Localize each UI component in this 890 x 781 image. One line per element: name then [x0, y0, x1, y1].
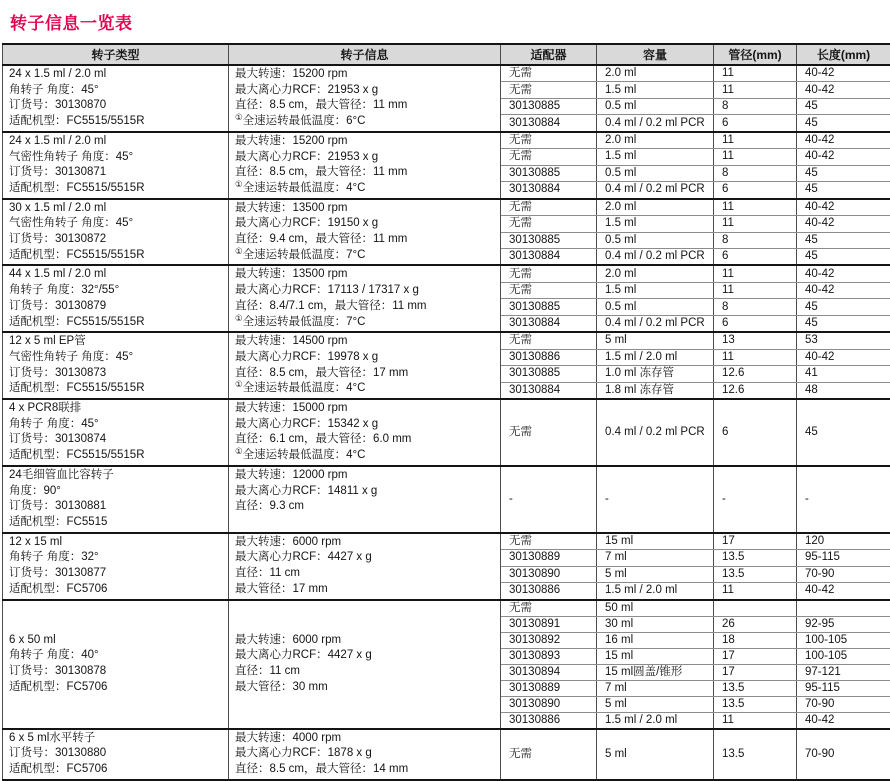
text-line: 24 x 1.5 ml / 2.0 ml	[9, 67, 222, 83]
text-line: 直径：8.5 cm，最大管径：11 mm	[235, 98, 494, 114]
capacity-cell: 1.8 ml 冻存管	[597, 382, 714, 399]
capacity-cell: 0.4 ml / 0.2 ml PCR	[597, 182, 714, 199]
adapter-cell: -	[501, 466, 597, 533]
adapter-cell: 30130889	[501, 680, 597, 696]
adapter-cell: 30130893	[501, 648, 597, 664]
diameter-cell: 12.6	[714, 382, 797, 399]
length-cell: 97-121	[797, 664, 890, 680]
capacity-cell: 2.0 ml	[597, 65, 714, 82]
length-cell: 40-42	[797, 265, 890, 282]
text-line: 最大转速：6000 rpm	[235, 633, 494, 649]
header-row	[3, 44, 890, 65]
text-line: 6 x 5 ml水平转子	[9, 731, 222, 747]
text-line: 气密性角转子 角度：45°	[9, 350, 222, 366]
diameter-cell: 12.6	[714, 366, 797, 382]
length-cell: 40-42	[797, 282, 890, 298]
text-line: 适配机型：FC5515	[9, 515, 222, 531]
adapter-cell: 无需	[501, 533, 597, 550]
capacity-cell: 15 ml	[597, 533, 714, 550]
length-cell: 40-42	[797, 216, 890, 232]
text-line: 适配机型：FC5515/5515R	[9, 381, 222, 397]
length-cell: 45	[797, 115, 890, 132]
rotor-type-cell	[3, 199, 229, 266]
capacity-cell: 5 ml	[597, 566, 714, 582]
text-line: 直径：11 cm	[235, 566, 494, 582]
rotor-type-cell	[3, 600, 229, 729]
length-cell: 45	[797, 248, 890, 265]
adapter-cell: 30130885	[501, 98, 597, 114]
col-header-rotor-type: 转子类型	[3, 44, 229, 65]
capacity-cell: 30 ml	[597, 616, 714, 632]
rotor-type-cell	[3, 132, 229, 199]
capacity-cell: 0.4 ml / 0.2 ml PCR	[597, 315, 714, 332]
text-line: 订货号：30130881	[9, 499, 222, 515]
text-line: 最大离心力RCF：19978 x g	[235, 350, 494, 366]
adapter-cell: 30130885	[501, 165, 597, 181]
capacity-cell: 0.4 ml / 0.2 ml PCR	[597, 399, 714, 466]
text-line: 订货号：30130872	[9, 232, 222, 248]
adapter-cell: 30130886	[501, 349, 597, 365]
text-line: 30 x 1.5 ml / 2.0 ml	[9, 201, 222, 217]
text-line: 最大转速：6000 rpm	[235, 535, 494, 551]
text-line: 24毛细管血比容转子	[9, 468, 222, 484]
text-line: ①全速运转最低温度：7°C	[235, 248, 494, 264]
table-row	[3, 199, 890, 216]
diameter-cell: 11	[714, 216, 797, 232]
diameter-cell: 13.5	[714, 696, 797, 712]
adapter-cell: 无需	[501, 82, 597, 98]
text-line: 角转子 角度：45°	[9, 83, 222, 99]
text-line: 最大离心力RCF：21953 x g	[235, 83, 494, 99]
length-cell: 95-115	[797, 680, 890, 696]
table-row	[3, 65, 890, 82]
table-row	[3, 466, 890, 533]
capacity-cell: 5 ml	[597, 729, 714, 780]
text-line: 订货号：30130880	[9, 746, 222, 762]
text-line: 气密性角转子 角度：45°	[9, 216, 222, 232]
text-line: 适配机型：FC5515/5515R	[9, 181, 222, 197]
diameter-cell: 11	[714, 149, 797, 165]
length-cell: 40-42	[797, 149, 890, 165]
adapter-cell: 无需	[501, 332, 597, 349]
diameter-cell: 13.5	[714, 729, 797, 780]
footnote-marker: ①	[235, 313, 243, 323]
capacity-cell: -	[597, 466, 714, 533]
text-line: 4 x PCR8联排	[9, 401, 222, 417]
capacity-cell: 0.4 ml / 0.2 ml PCR	[597, 115, 714, 132]
text-line: 角度：90°	[9, 484, 222, 500]
diameter-cell: 11	[714, 265, 797, 282]
length-cell: 53	[797, 332, 890, 349]
text-line: 角转子 角度：45°	[9, 417, 222, 433]
text-line: 最大离心力RCF：4427 x g	[235, 550, 494, 566]
adapter-cell: 30130889	[501, 550, 597, 566]
text-line: 气密性角转子 角度：45°	[9, 150, 222, 166]
text-line: 最大管径：30 mm	[235, 680, 494, 696]
text-line: ①全速运转最低温度：7°C	[235, 315, 494, 331]
text-line: 直径：8.4/7.1 cm，最大管径：11 mm	[235, 299, 494, 315]
adapter-cell: 无需	[501, 149, 597, 165]
length-cell: 45	[797, 98, 890, 114]
table-body	[3, 65, 890, 780]
table-row	[3, 265, 890, 282]
diameter-cell: -	[714, 466, 797, 533]
capacity-cell: 0.5 ml	[597, 299, 714, 315]
length-cell: 100-105	[797, 632, 890, 648]
diameter-cell: 11	[714, 349, 797, 365]
length-cell: 40-42	[797, 583, 890, 600]
footnote-marker: ①	[235, 179, 243, 189]
text-line: ①全速运转最低温度：6°C	[235, 114, 494, 130]
diameter-cell: 8	[714, 232, 797, 248]
capacity-cell: 0.5 ml	[597, 98, 714, 114]
col-header-length: 长度(mm)	[797, 44, 890, 65]
text-line: 最大转速：4000 rpm	[235, 731, 494, 747]
length-cell: 45	[797, 299, 890, 315]
text-line: 直径：9.3 cm	[235, 499, 494, 515]
diameter-cell: 17	[714, 533, 797, 550]
footnote-marker: ①	[235, 379, 243, 389]
diameter-cell	[714, 600, 797, 617]
capacity-cell: 15 ml	[597, 648, 714, 664]
rotor-info-cell	[229, 265, 501, 332]
footnote-marker: ①	[235, 246, 243, 256]
diameter-cell: 8	[714, 299, 797, 315]
adapter-cell: 无需	[501, 65, 597, 82]
adapter-cell: 无需	[501, 216, 597, 232]
adapter-cell: 30130884	[501, 182, 597, 199]
col-header-rotor-info: 转子信息	[229, 44, 501, 65]
diameter-cell: 11	[714, 82, 797, 98]
text-line: 适配机型：FC5515/5515R	[9, 114, 222, 130]
capacity-cell: 1.5 ml / 2.0 ml	[597, 583, 714, 600]
table-row	[3, 600, 890, 617]
text-line: 最大离心力RCF：14811 x g	[235, 484, 494, 500]
text-line: ①全速运转最低温度：4°C	[235, 381, 494, 397]
diameter-cell: 6	[714, 315, 797, 332]
text-line: 适配机型：FC5515/5515R	[9, 448, 222, 464]
rotor-info-cell	[229, 399, 501, 466]
diameter-cell: 18	[714, 632, 797, 648]
capacity-cell: 1.5 ml / 2.0 ml	[597, 349, 714, 365]
capacity-cell: 5 ml	[597, 696, 714, 712]
table-row	[3, 399, 890, 466]
text-line: 12 x 15 ml	[9, 535, 222, 551]
capacity-cell: 1.5 ml	[597, 149, 714, 165]
text-line: 最大转速：14500 rpm	[235, 334, 494, 350]
length-cell: 70-90	[797, 566, 890, 582]
text-line	[235, 515, 494, 531]
text-line: 角转子 角度：40°	[9, 648, 222, 664]
page-title: 转子信息一览表	[10, 9, 890, 34]
rotor-type-cell	[3, 65, 229, 132]
adapter-cell: 无需	[501, 600, 597, 617]
diameter-cell: 11	[714, 199, 797, 216]
diameter-cell: 13	[714, 332, 797, 349]
text-line: 最大转速：13500 rpm	[235, 201, 494, 217]
text-line: 适配机型：FC5706	[9, 582, 222, 598]
text-line: 最大转速：13500 rpm	[235, 267, 494, 283]
capacity-cell: 5 ml	[597, 332, 714, 349]
text-line: 44 x 1.5 ml / 2.0 ml	[9, 267, 222, 283]
length-cell: 45	[797, 399, 890, 466]
text-line: 直径：11 cm	[235, 664, 494, 680]
capacity-cell: 2.0 ml	[597, 199, 714, 216]
diameter-cell: 13.5	[714, 566, 797, 582]
adapter-cell: 无需	[501, 399, 597, 466]
capacity-cell: 1.5 ml / 2.0 ml	[597, 712, 714, 729]
text-line: ①全速运转最低温度：4°C	[235, 181, 494, 197]
text-line: 适配机型：FC5706	[9, 680, 222, 696]
length-cell: 45	[797, 182, 890, 199]
adapter-cell: 30130890	[501, 696, 597, 712]
table-row	[3, 533, 890, 550]
text-line: 最大转速：15200 rpm	[235, 134, 494, 150]
rotor-type-cell	[3, 533, 229, 600]
table-row	[3, 132, 890, 149]
length-cell: 48	[797, 382, 890, 399]
capacity-cell: 50 ml	[597, 600, 714, 617]
length-cell: -	[797, 466, 890, 533]
capacity-cell: 0.5 ml	[597, 232, 714, 248]
rotor-type-cell	[3, 729, 229, 780]
capacity-cell: 7 ml	[597, 550, 714, 566]
text-line: 订货号：30130878	[9, 664, 222, 680]
text-line: 适配机型：FC5706	[9, 762, 222, 778]
rotor-type-cell	[3, 332, 229, 399]
text-line: 订货号：30130873	[9, 366, 222, 382]
diameter-cell: 13.5	[714, 550, 797, 566]
diameter-cell: 11	[714, 65, 797, 82]
diameter-cell: 8	[714, 165, 797, 181]
adapter-cell: 无需	[501, 199, 597, 216]
adapter-cell: 30130884	[501, 115, 597, 132]
diameter-cell: 11	[714, 583, 797, 600]
text-line: 直径：8.5 cm，最大管径：11 mm	[235, 165, 494, 181]
col-header-capacity: 容量	[597, 44, 714, 65]
capacity-cell: 1.5 ml	[597, 82, 714, 98]
diameter-cell: 11	[714, 282, 797, 298]
text-line: 直径：9.4 cm，最大管径：11 mm	[235, 232, 494, 248]
rotor-info-table	[2, 43, 890, 781]
capacity-cell: 1.0 ml 冻存管	[597, 366, 714, 382]
rotor-info-cell	[229, 729, 501, 780]
adapter-cell: 30130891	[501, 616, 597, 632]
text-line: 最大转速：15000 rpm	[235, 401, 494, 417]
capacity-cell: 15 ml圆盖/锥形	[597, 664, 714, 680]
capacity-cell: 16 ml	[597, 632, 714, 648]
length-cell: 40-42	[797, 349, 890, 365]
text-line: 最大离心力RCF：21953 x g	[235, 150, 494, 166]
adapter-cell: 无需	[501, 132, 597, 149]
capacity-cell: 7 ml	[597, 680, 714, 696]
diameter-cell: 11	[714, 132, 797, 149]
text-line: 适配机型：FC5515/5515R	[9, 315, 222, 331]
adapter-cell: 30130884	[501, 248, 597, 265]
text-line: 12 x 5 ml EP管	[9, 334, 222, 350]
rotor-info-cell	[229, 533, 501, 600]
rotor-info-cell	[229, 65, 501, 132]
text-line: 最大离心力RCF：1878 x g	[235, 746, 494, 762]
text-line: 最大离心力RCF：17113 / 17317 x g	[235, 283, 494, 299]
diameter-cell: 17	[714, 648, 797, 664]
col-header-diameter: 管径(mm)	[714, 44, 797, 65]
length-cell: 70-90	[797, 729, 890, 780]
table-header	[3, 44, 890, 65]
length-cell: 120	[797, 533, 890, 550]
rotor-type-cell	[3, 265, 229, 332]
text-line: ①全速运转最低温度：4°C	[235, 448, 494, 464]
adapter-cell: 30130892	[501, 632, 597, 648]
text-line: 直径：8.5 cm，最大管径：14 mm	[235, 762, 494, 778]
text-line: 最大离心力RCF：4427 x g	[235, 648, 494, 664]
rotor-info-cell	[229, 466, 501, 533]
capacity-cell: 0.4 ml / 0.2 ml PCR	[597, 248, 714, 265]
length-cell: 45	[797, 165, 890, 181]
text-line: 订货号：30130879	[9, 299, 222, 315]
capacity-cell: 2.0 ml	[597, 265, 714, 282]
text-line: 适配机型：FC5515/5515R	[9, 248, 222, 264]
rotor-info-cell	[229, 600, 501, 729]
adapter-cell: 30130886	[501, 583, 597, 600]
text-line: 订货号：30130877	[9, 566, 222, 582]
length-cell: 92-95	[797, 616, 890, 632]
table-row	[3, 332, 890, 349]
adapter-cell: 30130885	[501, 366, 597, 382]
diameter-cell: 17	[714, 664, 797, 680]
rotor-info-cell	[229, 132, 501, 199]
rotor-type-cell	[3, 466, 229, 533]
length-cell: 45	[797, 232, 890, 248]
length-cell: 40-42	[797, 132, 890, 149]
text-line: 最大离心力RCF：15342 x g	[235, 417, 494, 433]
adapter-cell: 30130890	[501, 566, 597, 582]
col-header-adapter: 适配器	[501, 44, 597, 65]
length-cell: 95-115	[797, 550, 890, 566]
adapter-cell: 30130894	[501, 664, 597, 680]
text-line: 订货号：30130874	[9, 432, 222, 448]
rotor-info-cell	[229, 332, 501, 399]
length-cell: 45	[797, 315, 890, 332]
length-cell	[797, 600, 890, 617]
length-cell: 40-42	[797, 199, 890, 216]
length-cell: 40-42	[797, 712, 890, 729]
footnote-marker: ①	[235, 112, 243, 122]
adapter-cell: 30130884	[501, 315, 597, 332]
length-cell: 41	[797, 366, 890, 382]
table-row	[3, 729, 890, 780]
capacity-cell: 2.0 ml	[597, 132, 714, 149]
diameter-cell: 6	[714, 115, 797, 132]
capacity-cell: 0.5 ml	[597, 165, 714, 181]
text-line: 最大管径：17 mm	[235, 582, 494, 598]
adapter-cell: 30130886	[501, 712, 597, 729]
text-line: 最大转速：15200 rpm	[235, 67, 494, 83]
adapter-cell: 30130884	[501, 382, 597, 399]
adapter-cell: 30130885	[501, 299, 597, 315]
footnote-marker: ①	[235, 446, 243, 456]
text-line: 最大转速：12000 rpm	[235, 468, 494, 484]
diameter-cell: 11	[714, 712, 797, 729]
length-cell: 40-42	[797, 82, 890, 98]
text-line: 24 x 1.5 ml / 2.0 ml	[9, 134, 222, 150]
text-line: 订货号：30130871	[9, 165, 222, 181]
text-line: 直径：8.5 cm，最大管径：17 mm	[235, 366, 494, 382]
diameter-cell: 6	[714, 182, 797, 199]
capacity-cell: 1.5 ml	[597, 216, 714, 232]
adapter-cell: 无需	[501, 729, 597, 780]
length-cell: 40-42	[797, 65, 890, 82]
text-line: 6 x 50 ml	[9, 633, 222, 649]
adapter-cell: 无需	[501, 265, 597, 282]
adapter-cell: 30130885	[501, 232, 597, 248]
text-line: 最大离心力RCF：19150 x g	[235, 216, 494, 232]
diameter-cell: 26	[714, 616, 797, 632]
text-line: 角转子 角度：32°	[9, 550, 222, 566]
rotor-type-cell	[3, 399, 229, 466]
diameter-cell: 13.5	[714, 680, 797, 696]
text-line: 订货号：30130870	[9, 98, 222, 114]
diameter-cell: 8	[714, 98, 797, 114]
length-cell: 70-90	[797, 696, 890, 712]
diameter-cell: 6	[714, 248, 797, 265]
rotor-info-cell	[229, 199, 501, 266]
adapter-cell: 无需	[501, 282, 597, 298]
diameter-cell: 6	[714, 399, 797, 466]
text-line: 角转子 角度：32°/55°	[9, 283, 222, 299]
text-line: 直径：6.1 cm，最大管径：6.0 mm	[235, 432, 494, 448]
length-cell: 100-105	[797, 648, 890, 664]
capacity-cell: 1.5 ml	[597, 282, 714, 298]
